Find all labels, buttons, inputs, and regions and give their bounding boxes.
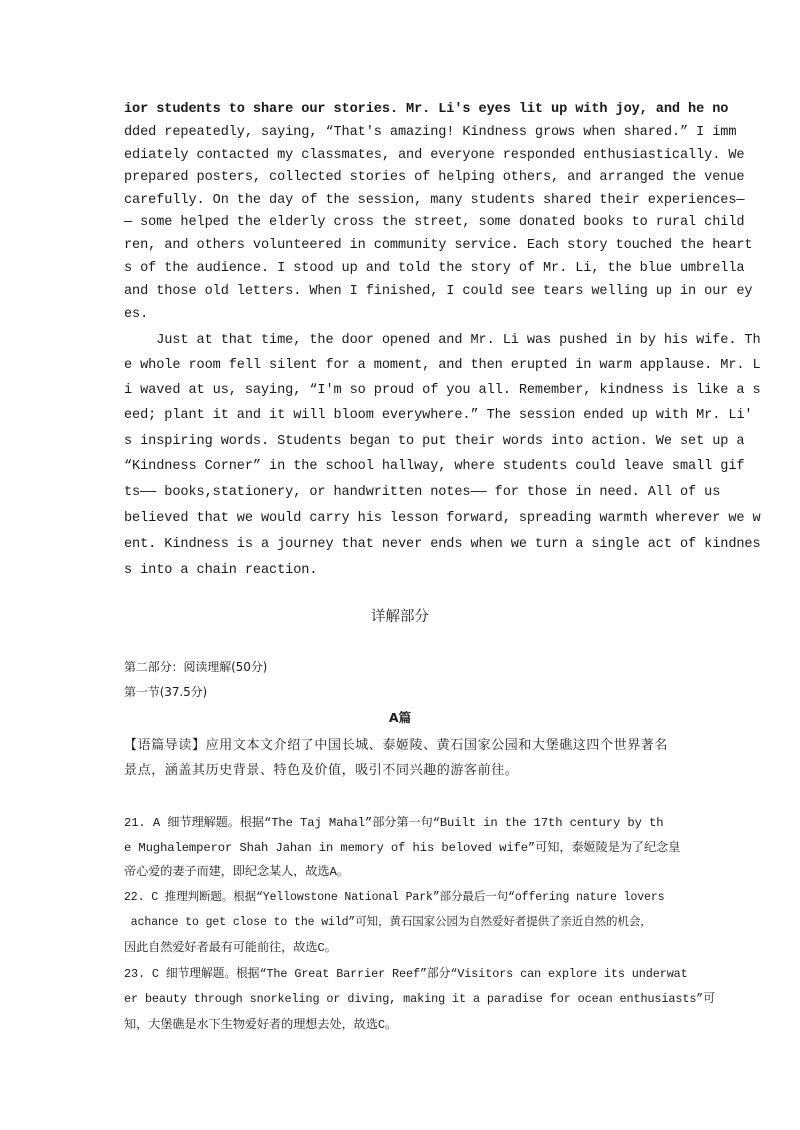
text-line: ren, and others volunteered in community service. Each story touched the heart [124,238,753,253]
text-line: 因此自然爱好者最有可能前往，故选C。 [124,941,337,955]
text-line: 知，大堡礁是水下生物爱好者的理想去处，故选C。 [124,1018,398,1032]
text-line: 21. A 细节理解题。根据“The Taj Mahal”部分第一句“Built in the 17th century by th [124,816,664,830]
text-line: 【语篇导读】应用文本文介绍了中国长城、泰姬陵、黄石国家公园和大堡礁这四个世界著名 [124,738,669,753]
text-line: ts—— books,stationery, or handwritten notes—— for those in need. All of us [124,485,721,500]
text-line: ior students to share our stories. Mr. Li's eyes lit up with joy, and he no [124,102,729,117]
text-line: dded repeatedly, saying, “That's amazing! Kindness grows when shared.” I imm [124,125,737,140]
text-line: ediately contacted my classmates, and everyone responded enthusiastically. We [124,148,745,163]
text-line: i waved at us, saying, “I'm so proud of you all. Remember, kindness is like a s [124,383,761,398]
text-line: Just at that time, the door opened and Mr. Li was pushed in by his wife. Th [124,333,761,348]
part-heading: 第二部分：阅读理解(50分) [124,660,268,674]
text-line: 景点，涵盖其历史背景、特色及价值，吸引不同兴趣的游客前往。 [124,763,519,778]
text-line: carefully. On the day of the session, many students shared their experiences— [124,193,745,208]
text-line: e Mughalemperor Shah Jahan in memory of his beloved wife”可知，泰姬陵是为了纪念皇 [124,841,681,855]
text-line: es. [124,307,149,322]
text-line: believed that we would carry his lesson forward, spreading warmth wherever we w [124,511,761,526]
text-line: er beauty through snorkeling or diving, making it a paradise for ocean enthusiasts”可 [124,992,715,1006]
text-line: e whole room fell silent for a moment, and then erupted in warm applause. Mr. L [124,358,761,373]
text-line: 23. C 细节理解题。根据“The Great Barrier Reef”部分“Visitors can explore its underwat [124,967,688,981]
text-line: 22. C 推理判断题。根据“Yellowstone National Park”部分最后一句“offering nature lovers [124,891,665,904]
text-line: s inspiring words. Students began to put their words into action. We set up a [124,434,745,449]
section-heading: 第一节(37.5分) [124,685,208,699]
text-line: ent. Kindness is a journey that never ends when we turn a single act of kindnes [124,537,761,552]
text-line: s of the audience. I stood up and told the story of Mr. Li, the blue umbrella [124,261,745,276]
passage-label: A篇 [388,710,412,725]
text-line: — some helped the elderly cross the street, some donated books to rural child [124,215,745,230]
text-line: s into a chain reaction. [124,563,318,578]
text-line: “Kindness Corner” in the school hallway, where students could leave small gif [124,459,745,474]
text-line: and those old letters. When I finished, I could see tears welling up in our ey [124,284,753,299]
text-line: 帝心爱的妻子而建，即纪念某人，故选A。 [124,865,349,879]
text-line: eed; plant it and it will bloom everywhere.” The session ended up with Mr. Li' [124,408,753,423]
section-title: 详解部分 [371,609,429,625]
text-line: prepared posters, collected stories of helping others, and arranged the venue [124,170,745,185]
text-line: achance to get close to the wild”可知，黄石国家公园为自然爱好者提供了亲近自然的机会， [124,916,652,929]
